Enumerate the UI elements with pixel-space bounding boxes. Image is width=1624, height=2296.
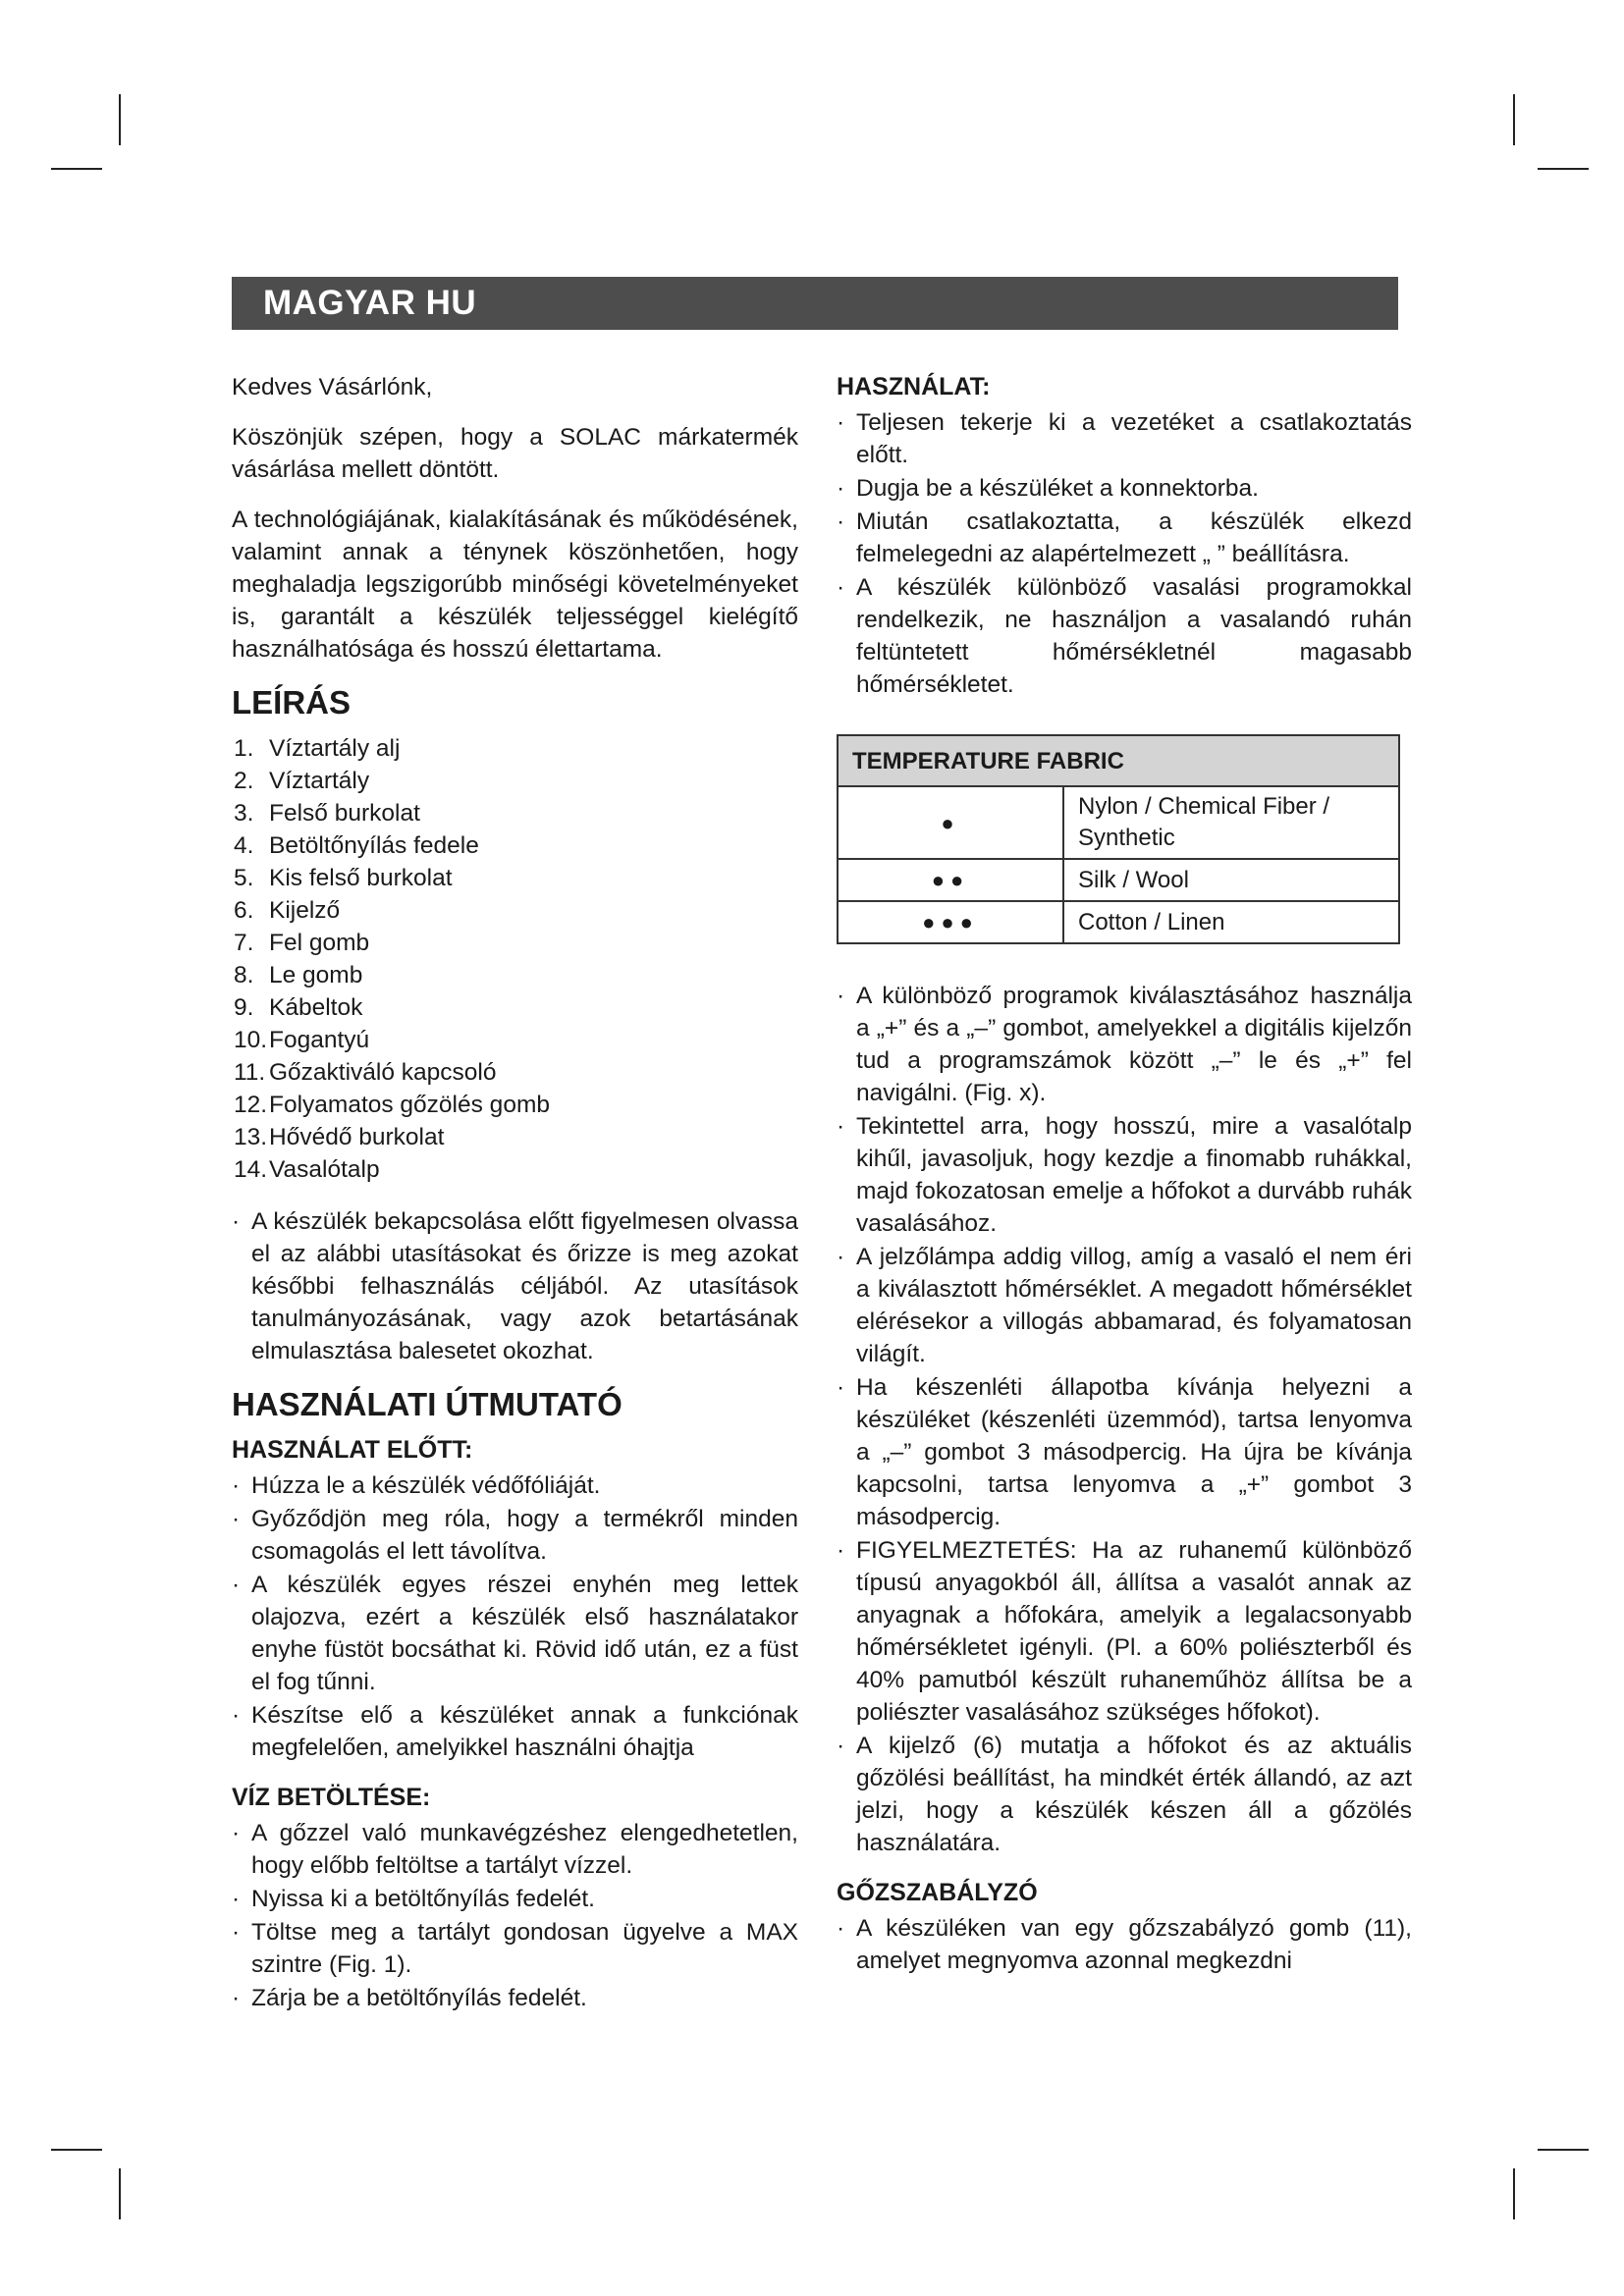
list-item: 7. Fel gomb [234, 930, 370, 956]
temperature-dots: ● [838, 786, 1063, 859]
list-item: 8. Le gomb [234, 962, 363, 988]
list-item: · Ha készenléti állapotba kívánja helyezni a készüléket (készenléti üzemmód), tartsa lenyomva a „–” gombot 3 másodpercig. Ha újra be kívánja kapcsolni, tartsa lenyomva a „+” gombot 3 másodpercig. [837, 1371, 1412, 1533]
description-heading: LEÍRÁS [232, 684, 352, 721]
fabric-header: FABRIC [1036, 747, 1124, 774]
crop-mark [1538, 2149, 1589, 2151]
before-use-heading: HASZNÁLAT ELŐTT: [232, 1436, 473, 1464]
list-item: · Miután csatlakoztatta, a készülék elkezd felmelegedni az alapértelmezett „ ” beállításra. [837, 506, 1412, 570]
list-item: · A készüléken van egy gőzszabályzó gomb (11), amelyet megnyomva azonnal megkezdni [837, 1912, 1412, 1977]
list-item: · Teljesen tekerje ki a vezetéket a csatlakoztatás előtt. [837, 406, 1412, 471]
table-header [838, 735, 1399, 786]
crop-mark [1513, 94, 1515, 145]
intro-paragraph: A technológiájának, kialakításának és működésének, valamint annak a ténynek köszönhetően, hogy meghaladja legszigorúbb minőségi követelményeket is, garantált a készülék teljességgel kielégítő használhatósága és hosszú élettartama. [232, 507, 798, 663]
temperature-header: TEMPERATURE [852, 747, 1030, 774]
list-item: · A készülék egyes részei enyhén meg lettek olajozva, ezért a készülék első használatakor enyhe füstöt bocsáthat ki. Rövid idő után, ez a füst el fog tűnni. [232, 1569, 798, 1698]
water-heading: VÍZ BETÖLTÉSE: [232, 1784, 431, 1811]
table-row [838, 859, 1399, 901]
temperature-table [837, 734, 1400, 944]
list-item: 2. Víztartály [234, 768, 370, 794]
crop-mark [119, 2168, 121, 2219]
table-row [838, 786, 1399, 859]
fabric-cell: Cotton / Linen [1063, 901, 1399, 943]
list-item: 4. Betöltőnyílás fedele [234, 832, 479, 859]
steam-heading: GŐZSZABÁLYZÓ [837, 1879, 1038, 1906]
intro-paragraph: Köszönjük szépen, hogy a SOLAC márkatermék vásárlása mellett döntött. [232, 424, 798, 483]
parts-list [232, 732, 798, 1186]
list-item: 6. Kijelző [234, 897, 341, 924]
list-item: · Győződjön meg róla, hogy a termékről minden csomagolás el lett távolítva. [232, 1503, 798, 1568]
list-item: · Tekintettel arra, hogy hosszú, mire a vasalótalp kihűl, javasoljuk, hogy kezdje a finomabb ruhákkal, majd fokozatosan emelje a hőfokot a durvább ruhák vasalásához. [837, 1110, 1412, 1240]
list-item: · Zárja be a betöltőnyílás fedelét. [232, 1982, 798, 2014]
program-list [837, 980, 1412, 1859]
language-banner: MAGYAR HU [232, 277, 1398, 330]
before-use-list [232, 1469, 798, 1764]
table-header-row [838, 735, 1399, 786]
list-item: · A kijelző (6) mutatja a hőfokot és az aktuális gőzölési beállítást, ha mindkét érték állandó, az azt jelzi, hogy a készülék készen áll a gőzölés használatára. [837, 1730, 1412, 1859]
list-item: · A készülék bekapcsolása előtt figyelmesen olvassa el az alábbi utasításokat és őrizze is meg azokat későbbi felhasználás céljából. Az utasítások tanulmányozásának, vagy azok betartásának elmulasztása balesetet okozhat. [232, 1205, 798, 1367]
usage-list [837, 406, 1412, 701]
list-item: · Készítse elő a készüléket annak a funkciónak megfelelően, amelyikkel használni óhajtja [232, 1699, 798, 1764]
list-item: 12.Folyamatos gőzölés gomb [234, 1092, 550, 1118]
fabric-cell: Nylon / Chemical Fiber / Synthetic [1063, 786, 1399, 859]
guide-heading: HASZNÁLATI ÚTMUTATÓ [232, 1386, 623, 1422]
temperature-dots: ●● [838, 859, 1063, 901]
crop-mark [119, 94, 121, 145]
crop-mark [51, 168, 102, 170]
right-column [837, 371, 1412, 1995]
list-item: · A jelzőlámpa addig villog, amíg a vasaló el nem éri a kiválasztott hőmérséklet. A megadott hőmérséklet elérésekor a villogás abbamarad, és folyamatosan világít. [837, 1241, 1412, 1370]
steam-list [837, 1912, 1412, 1977]
crop-mark [1513, 2168, 1515, 2219]
list-item: · A készülék különböző vasalási programokkal rendelkezik, ne használjon a vasalandó ruhán feltüntetett hőmérsékletnél magasabb hőmérsékletet. [837, 571, 1412, 701]
list-item: · A gőzzel való munkavégzéshez elengedhetetlen, hogy előbb feltöltse a tartályt vízzel. [232, 1817, 798, 1882]
fabric-cell: Silk / Wool [1063, 859, 1399, 901]
list-item: 9. Kábeltok [234, 994, 363, 1021]
crop-mark [51, 2149, 102, 2151]
left-column [232, 371, 798, 2032]
list-item: 11. Gőzaktiváló kapcsoló [234, 1059, 497, 1086]
list-item: 10.Fogantyú [234, 1027, 370, 1053]
usage-heading: HASZNÁLAT: [837, 373, 991, 400]
list-item: · Húzza le a készülék védőfóliáját. [232, 1469, 798, 1502]
crop-mark [1538, 168, 1589, 170]
list-item: 1. Víztartály alj [234, 735, 401, 762]
list-item: · A különböző programok kiválasztásához használja a „+” és a „–” gombot, amelyekkel a digitális kijelzőn tud a programszámok között „–” le és „+” fel navigálni. (Fig. x). [837, 980, 1412, 1109]
list-item: · Töltse meg a tartályt gondosan ügyelve a MAX szintre (Fig. 1). [232, 1916, 798, 1981]
list-item: · Nyissa ki a betöltőnyílás fedelét. [232, 1883, 798, 1915]
temperature-dots: ●●● [838, 901, 1063, 943]
list-item: · FIGYELMEZTETÉS: Ha az ruhanemű különböző típusú anyagokból áll, állítsa a vasalót annak az anyagnak a hőfokára, amelyik a legalacsonyabb hőmérsékletet igényli. (Pl. a 60% poliészterből és 40% pamutból készült ruhaneműhöz állítsa be a poliészter vasalásához szükséges hőfokot). [837, 1534, 1412, 1729]
water-list [232, 1817, 798, 2014]
list-item: 13.Hővédő burkolat [234, 1124, 445, 1150]
list-item: 14.Vasalótalp [234, 1156, 380, 1183]
safety-note [232, 1205, 798, 1367]
greeting: Kedves Vásárlónk, [232, 374, 433, 400]
list-item: · Dugja be a készüléket a konnektorba. [837, 472, 1412, 505]
list-item: 3. Felső burkolat [234, 800, 420, 827]
list-item: 5. Kis felső burkolat [234, 865, 453, 891]
table-row [838, 901, 1399, 943]
